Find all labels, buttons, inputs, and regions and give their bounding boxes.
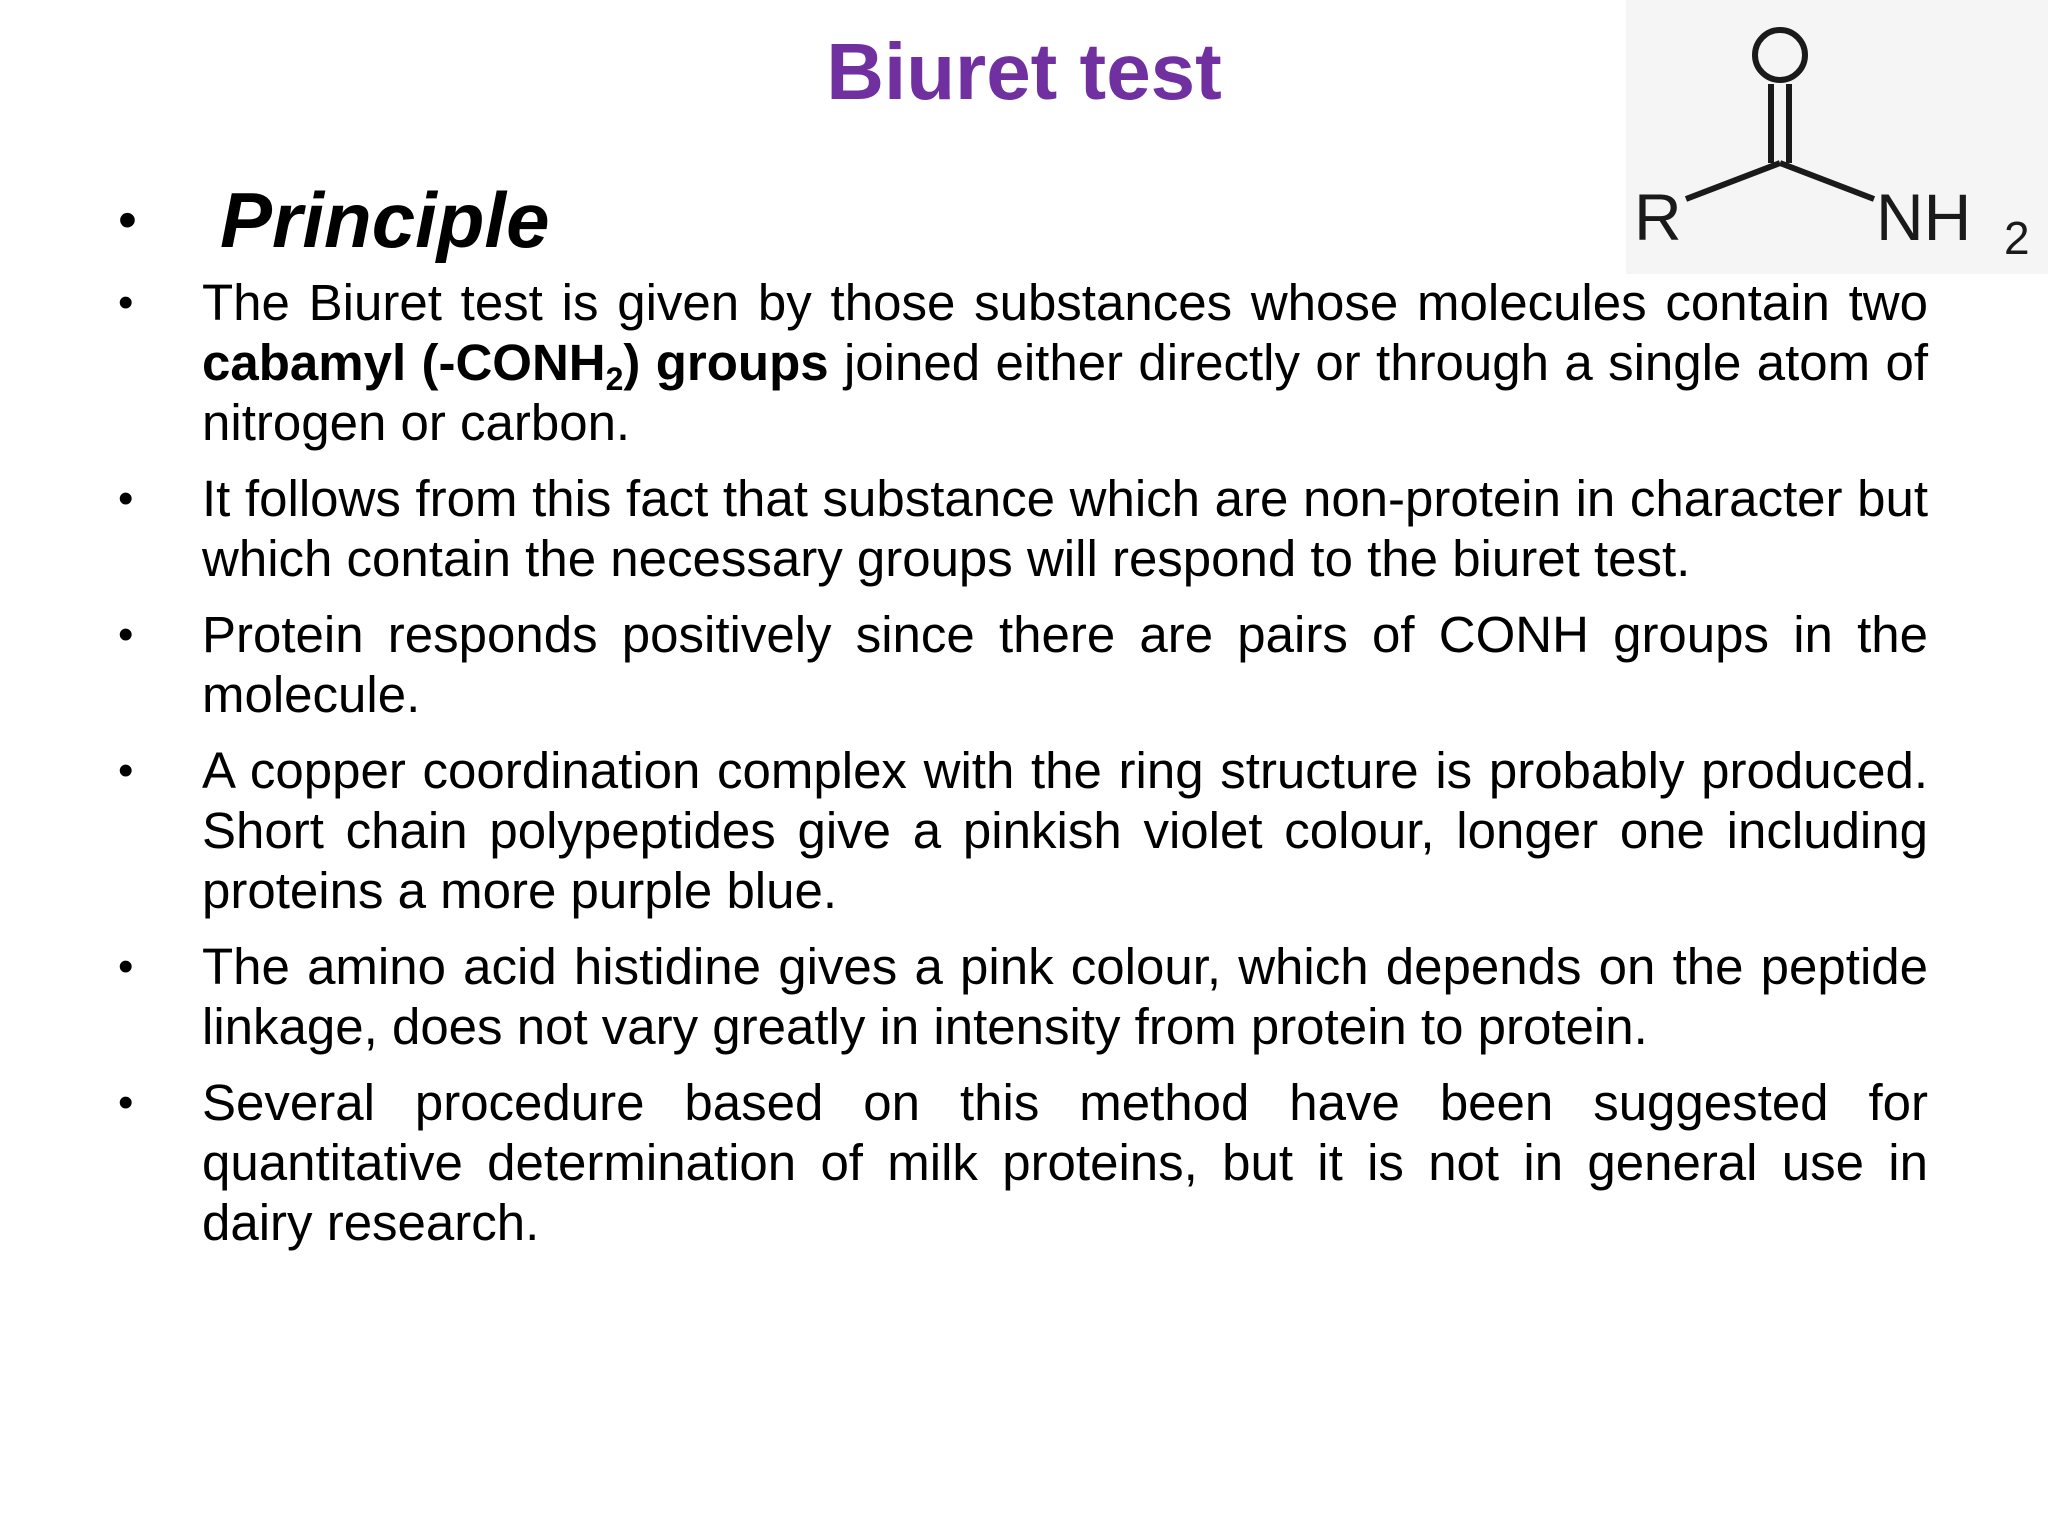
bullet-item xyxy=(118,937,1928,1057)
bullet-marker: • xyxy=(118,610,134,659)
principle-heading xyxy=(118,170,549,270)
bullet-text-segment: A copper coordination complex with the ring structure is probably produced. Short chain polypeptides give a pinkish violet colour, longer one including proteins a more purple blue. xyxy=(202,742,1928,919)
heading-text: Principle xyxy=(220,176,550,264)
bond-carbon-n xyxy=(1780,163,1874,199)
bullet-item xyxy=(118,1073,1928,1253)
bullet-text xyxy=(202,741,1928,921)
bullet-list xyxy=(118,273,1928,1269)
bullet-text xyxy=(202,605,1928,725)
bullet-text xyxy=(202,1073,1928,1253)
amide-structure-diagram xyxy=(1626,0,2048,274)
bond-carbon-r xyxy=(1686,163,1780,199)
bullet-marker: • xyxy=(118,746,134,795)
bullet-text-segment: Several procedure based on this method have been suggested for quantitative determination of milk proteins, but it is not in general use in dairy research. xyxy=(202,1074,1928,1251)
bullet-text-segment: The Biuret test is given by those substances whose molecules contain two xyxy=(202,274,1928,331)
bullet-text xyxy=(202,273,1928,453)
amine-subscript: 2 xyxy=(2004,212,2030,264)
bullet-text-segment: Protein responds positively since there are pairs of CONH groups in the molecule. xyxy=(202,606,1928,723)
bullet-item xyxy=(118,469,1928,589)
bullet-text-segment: joined either directly or through a single atom of nitrogen or carbon. xyxy=(202,334,1929,451)
bullet-item xyxy=(118,605,1928,725)
bullet-text-bold-segment: 2 xyxy=(605,361,624,397)
bullet-text-bold-segment: cabamyl (-CONH xyxy=(202,334,606,391)
oxygen-atom-ring xyxy=(1755,30,1805,80)
bullet-text-segment: It follows from this fact that substance which are non-protein in character but which contain the necessary groups will respond to the biuret test. xyxy=(202,470,1928,587)
bullet-text-segment: The amino acid histidine gives a pink colour, which depends on the peptide linkage, does not vary greatly in intensity from protein to protein. xyxy=(202,938,1928,1055)
bullet-text xyxy=(202,469,1928,589)
bullet-item xyxy=(118,273,1928,453)
amine-label: NH xyxy=(1876,180,1972,254)
bullet-marker: • xyxy=(118,278,134,327)
slide-title: Biuret test xyxy=(826,27,1222,116)
bullet-marker: • xyxy=(118,1078,134,1127)
heading-bullet: • xyxy=(118,190,137,250)
bullet-text xyxy=(202,937,1928,1057)
amide-structure-svg xyxy=(1626,0,2048,274)
bullet-item xyxy=(118,741,1928,921)
bullet-marker: • xyxy=(118,474,134,523)
r-group-label: R xyxy=(1634,180,1682,254)
bullet-text-bold-segment: ) groups xyxy=(623,334,829,391)
bullet-marker: • xyxy=(118,942,134,991)
